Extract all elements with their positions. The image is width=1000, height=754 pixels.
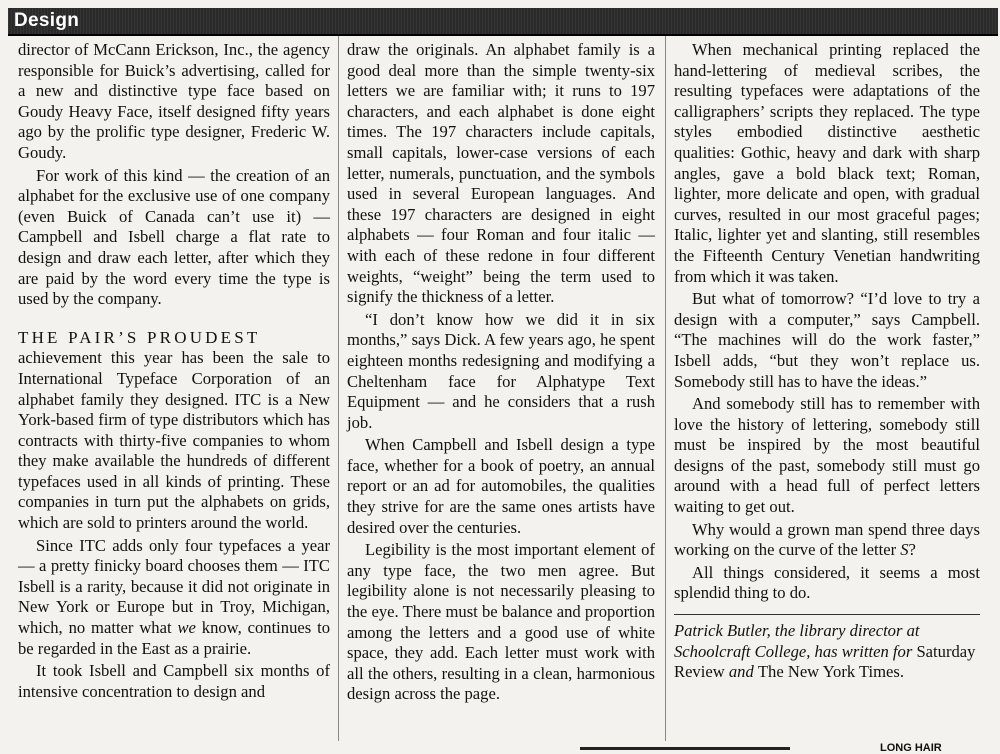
subheading: THE PAIR’S PROUDEST	[18, 327, 261, 347]
paragraph: Why would a grown man spend three days working on the curve of the letter S?	[674, 519, 980, 560]
article-column-2	[347, 40, 655, 705]
paragraph: For work of this kind — the creation of an alphabet for the exclusive use of one company (even Buick of Canada can’t use it) — Campbell and Isbell charge a flat rate to design and draw each letter, after which they are paid by the word every time the type is used by the company.	[18, 165, 330, 309]
paragraph: “I don’t know how we did it in six months,” says Dick. A few years ago, he spent eighteen months redesigning and modifying a Cheltenham face for Alphatype Text Equipment — and he considers that a rush job.	[347, 309, 655, 432]
paragraph: Legibility is the most important element of any type face, the two men agree. But legibility alone is not necessarily pleasing to the eye. There must be balance and proportion among the letters and a good use of white space, they add. Each letter must work with all the others, resulting in a clean, harmonious design across the page.	[347, 540, 655, 704]
paragraph: draw the originals. An alphabet family is a good deal more than the simple twenty-six letters we are familiar with; it runs to 197 characters, and each alphabet is done eight times. The 197 characters include capitals, small capitals, lower-case versions of each letter, numerals, punctuation, and the symbols used in several European languages. And these 197 characters are designed in eight alphabets — four Roman and four italic — with each of these redone in four different weights, “weight” being the term used to signify the thickness of a letter.	[347, 40, 655, 307]
bio-divider	[674, 614, 980, 615]
article-column-1	[18, 40, 330, 702]
paragraph: director of McCann Erickson, Inc., the agency responsible for Buick’s advertising, called for a new and distinctive type face based on Goudy Heavy Face, itself designed fifty years ago by the prolific type designer, Frederic W. Goudy.	[18, 40, 330, 162]
paragraph: It took Isbell and Campbell six months of intensive concentration to design and	[18, 661, 330, 701]
column-divider	[665, 36, 666, 741]
footer-rule	[580, 747, 790, 750]
paragraph: All things considered, it seems a most splendid thing to do.	[674, 562, 980, 603]
next-article-fragment: LONG HAIR	[880, 742, 942, 754]
article-column-3	[674, 40, 980, 683]
column-divider	[338, 36, 339, 741]
paragraph: achievement this year has been the sale to International Typeface Corporation of an alphabet family they designed. ITC is a New York-based firm of type distributors which has contracts with thirty-five companies to whom they make available the hundreds of different typefaces used in all kinds of printing. These companies in turn put the alphabets on grids, which are sold to printers around the world.	[18, 348, 330, 533]
paragraph: When mechanical printing replaced the hand-lettering of medieval scribes, the resulting typefaces were adaptations of the calligraphers’ scripts they replaced. The type styles embodied distinctive aesthetic qualities: Gothic, heavy and dark with sharp angles, gave a bold black text; Roman, lighter, more delicate and open, with gradual curves, resulted in our most graceful pages; Italic, lighter yet and slanting, still resembles the Fifteenth Century Venetian handwriting from which it was taken.	[674, 40, 980, 286]
section-label: Design	[14, 10, 80, 31]
paragraph: When Campbell and Isbell design a type face, whether for a book of poetry, an annual report or an ad for automobiles, the qualities they strive for are the same ones artists have desired over the centuries.	[347, 435, 655, 537]
paragraph: Since ITC adds only four typefaces a year — a pretty finicky board chooses them — ITC Isbell is a rarity, because it did not originate in New York or Europe but in Troy, Michigan, which, no matter what we know, continues to be regarded in the East as a prairie.	[18, 535, 330, 658]
section-header-bar	[8, 8, 998, 36]
paragraph: But what of tomorrow? “I’d love to try a design with a computer,” says Campbell. “The machines will do the work faster,” Isbell adds, “but they won’t replace us. Somebody still has to have the ideas.”	[674, 289, 980, 391]
next-article-strip	[580, 742, 1000, 754]
author-bio: Patrick Butler, the library director at Schoolcraft College, has written for Saturday Review and The New York Times.	[674, 621, 976, 682]
paragraph: And somebody still has to remember with love the history of lettering, somebody still must be inspired by the most beautiful designs of the past, somebody still must go around with a head full of perfect letters waiting to get out.	[674, 394, 980, 517]
